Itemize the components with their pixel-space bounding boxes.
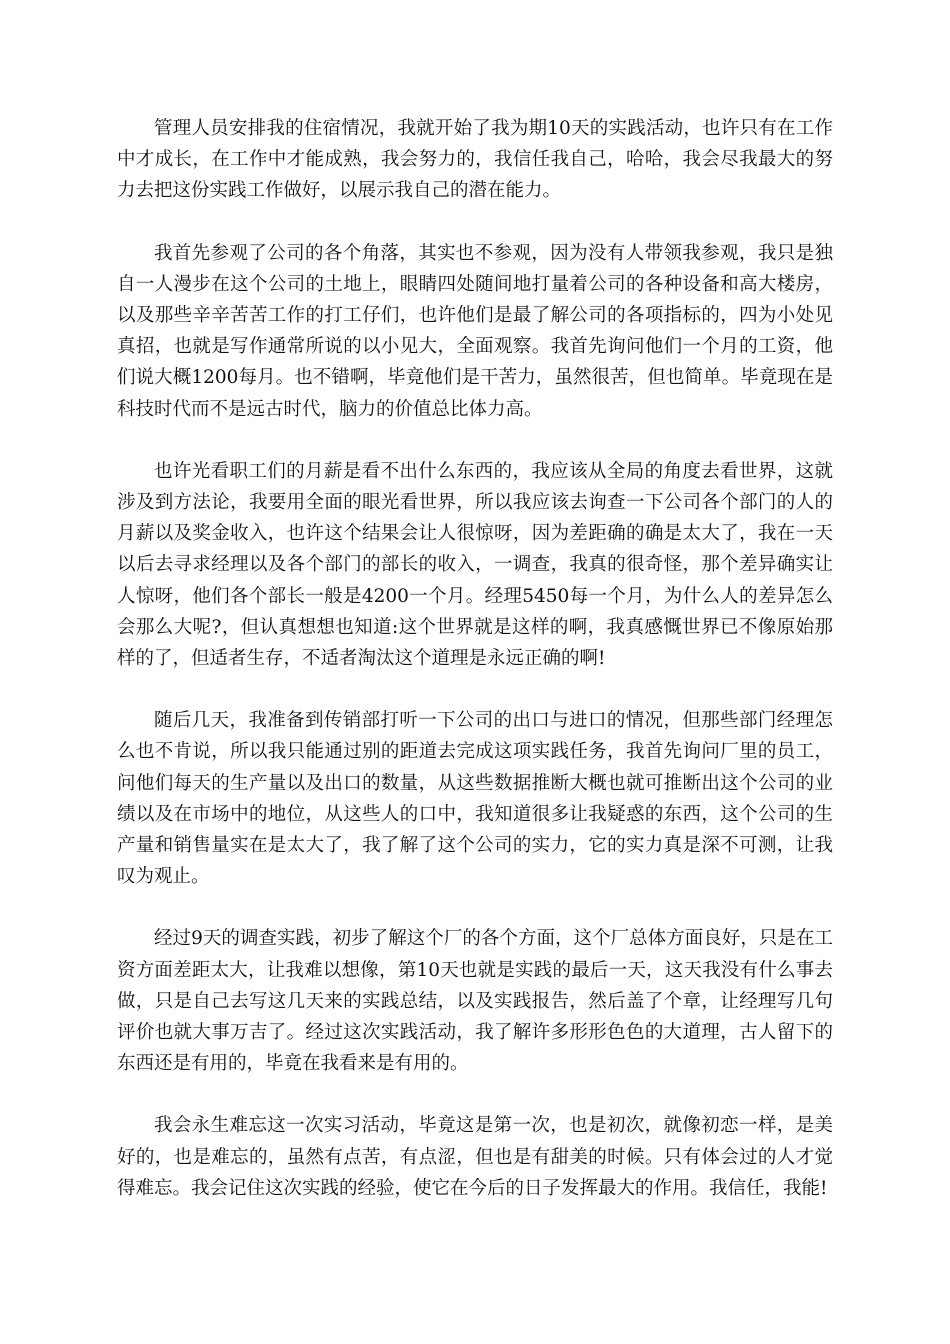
paragraph-2: 我首先参观了公司的各个角落，其实也不参观，因为没有人带领我参观，我只是独自一人漫步在这个公司的土地上，眼睛四处随间地打量着公司的各种设备和高大楼房，以及那些辛辛苦苦工作的打工仔们，也许他们是最了解公司的各项指标的，四为小处见真招，也就是写作通常所说的以小见大，全面观察。我首先询问他们一个月的工资，他们说大概1200每月。也不错啊，毕竟他们是干苦力，虽然很苦，但也简单。毕竟现在是科技时代而不是远古时代，脑力的价值总比体力高。 xyxy=(117,242,833,420)
paragraph-6: 我会永生难忘这一次实习活动，毕竟这是第一次，也是初次，就像初恋一样，是美好的，也是难忘的，虽然有点苦，有点涩，但也是有甜美的时候。只有体会过的人才觉得难忘。我会记住这次实践的经验，使它在今后的日子发挥最大的作用。我信任，我能! xyxy=(117,1115,833,1199)
paragraph-3: 也许光看职工们的月薪是看不出什么东西的，我应该从全局的角度去看世界，这就涉及到方法论，我要用全面的眼光看世界，所以我应该去询查一下公司各个部门的人的月薪以及奖金收入，也许这个结果会让人很惊呀，因为差距确的确是太大了，我在一天以后去寻求经理以及各个部门的部长的收入，一调查，我真的很奇怪，那个差异确实让人惊呀，他们各个部长一般是4200一个月。经理5450每一个月，为什么人的差异怎么会那么大呢?，但认真想想也知道:这个世界就是这样的啊，我真感慨世界已不像原始那样的了，但适者生存，不适者淘汰这个道理是永远正确的啊! xyxy=(117,460,833,670)
paragraph-4: 随后几天，我准备到传销部打听一下公司的出口与进口的情况，但那些部门经理怎么也不肯说，所以我只能通过别的距道去完成这项实践任务，我首先询问厂里的员工，问他们每天的生产量以及出口的数量，从这些数据推断大概也就可推断出这个公司的业绩以及在市场中的地位，从这些人的口中，我知道很多让我疑惑的东西，这个公司的生产量和销售量实在是太大了，我了解了这个公司的实力，它的实力真是深不可测，让我叹为观止。 xyxy=(117,710,833,888)
paragraph-5: 经过9天的调查实践，初步了解这个厂的各个方面，这个厂总体方面良好，只是在工资方面差距太大，让我难以想像，第10天也就是实践的最后一天，这天我没有什么事去做，只是自己去写这几天来的实践总结，以及实践报告，然后盖了个章，让经理写几句评价也就大事万吉了。经过这次实践活动，我了解许多形形色色的大道理，古人留下的东西还是有用的，毕竟在我看来是有用的。 xyxy=(117,928,833,1075)
paragraph-1: 管理人员安排我的住宿情况，我就开始了我为期10天的实践活动，也许只有在工作中才成长，在工作中才能成熟，我会努力的，我信任我自己，哈哈，我会尽我最大的努力去把这份实践工作做好，以展示我自己的潜在能力。 xyxy=(117,118,833,202)
document-page xyxy=(117,113,833,1235)
